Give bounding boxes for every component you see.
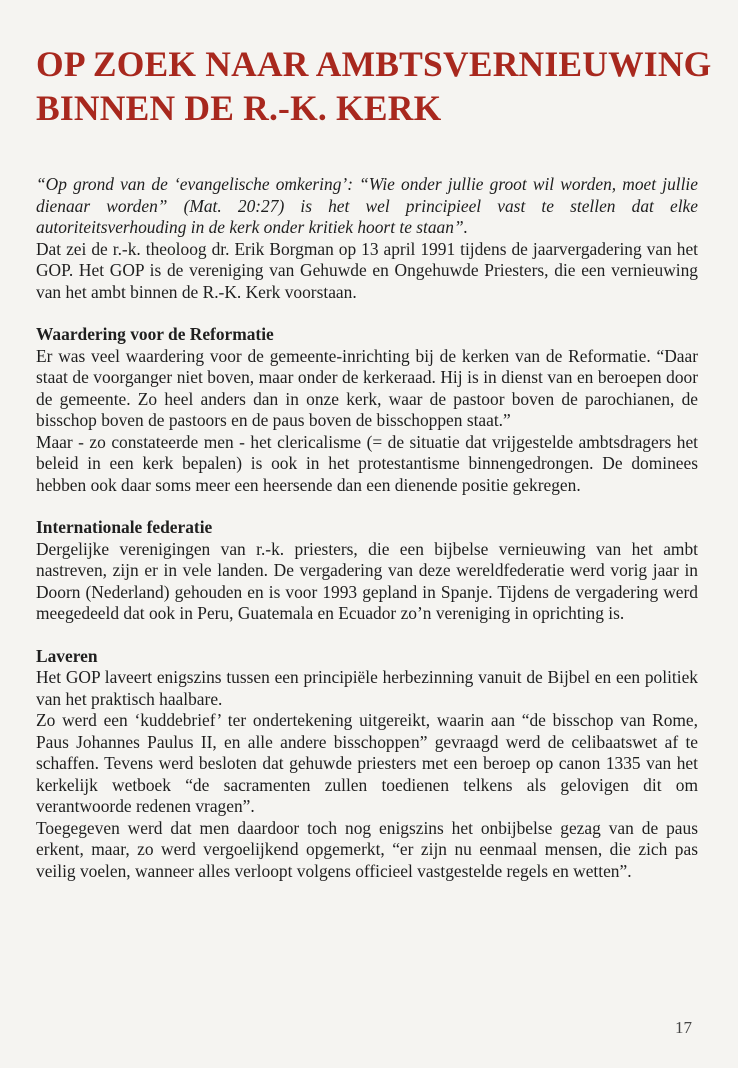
section-laveren xyxy=(36,646,698,883)
intro-quote: “Op grond van de ‘evangelische omkering’: “Wie onder jullie groot wil worden, moet jullie dienaar worden” (Mat. 20:27) is het wel principieel vast te stellen dat elke autoriteitsverhouding in de kerk onder kritiek hoort te staan”. xyxy=(36,174,698,237)
article-title xyxy=(36,42,712,130)
section-paragraph: Maar - zo constateerde men - het clericalisme (= de situatie dat vrijgestelde ambtsdragers het beleid in een kerk bepalen) is ook in het protestantisme binnengedrongen. De dominees hebben ook daar soms meer een heersende dan een dienende positie gekregen. xyxy=(36,431,698,495)
page-number: 17 xyxy=(675,1018,692,1037)
section-heading: Waardering voor de Reformatie xyxy=(36,324,274,344)
section-waardering-reformatie xyxy=(36,324,698,496)
intro-paragraph: Dat zei de r.-k. theoloog dr. Erik Borgman op 13 april 1991 tijdens de jaarvergadering van het GOP. Het GOP is de vereniging van Gehuwde en Ongehuwde Priesters, die een vernieuwing van het ambt binnen de R.-K. Kerk voorstaan. xyxy=(36,238,698,302)
section-heading: Laveren xyxy=(36,645,98,666)
section-paragraph: Zo werd een ‘kuddebrief’ ter ondertekening uitgereikt, waarin aan “de bisschop van Rome, Paus Johannes Paulus II, en alle andere bisschoppen” gevraagd werd de celibaatswet af te schaffen. Tevens werd besloten dat gehuwde priesters met een beroep op canon 1335 van het kerkelijk wetboek “de sacramenten zullen toedienen telkens als gelovigen dit om verantwoorde redenen vragen”. xyxy=(36,710,698,816)
article-title-line-1: OP ZOEK NAAR AMBTSVERNIEUWING xyxy=(36,44,712,84)
section-paragraph: Het GOP laveert enigszins tussen een principiële herbezinning vanuit de Bijbel en een politiek van het praktisch haalbare. xyxy=(36,667,698,709)
section-paragraph: Er was veel waardering voor de gemeente-inrichting bij de kerken van de Reformatie. “Daar staat de voorganger niet boven, maar onder de kerkeraad. Hij is in dienst van en beroepen door de gemeente. Zo heel anders dan in onze kerk, waar de pastoor boven de parochianen, de bisschop boven de pastoors en de paus boven de bisschoppen staat.” xyxy=(36,345,698,430)
section-heading: Internationale federatie xyxy=(36,517,213,537)
article-title-line-2: BINNEN DE R.-K. KERK xyxy=(36,88,442,128)
section-internationale-federatie xyxy=(36,517,698,625)
section-paragraph: Toegegeven werd dat men daardoor toch nog enigszins het onbijbelse gezag van de paus erkent, maar, zo werd vergoelijkend opgemerkt, “er zijn nu eenmaal mensen, die zich pas veilig voelen, wanneer alles verloopt volgens officieel vastgestelde regels en wetten”. xyxy=(36,817,698,881)
section-paragraph: Dergelijke verenigingen van r.-k. priesters, die een bijbelse vernieuwing van het ambt nastreven, zijn er in vele landen. De vergadering van deze wereldfederatie werd vorig jaar in Doorn (Nederland) gehouden en is voor 1993 gepland in Spanje. Tijdens de vergadering werd meegedeeld dat ook in Peru, Guatemala en Ecuador zo’n vereniging in oprichting is. xyxy=(36,538,698,623)
